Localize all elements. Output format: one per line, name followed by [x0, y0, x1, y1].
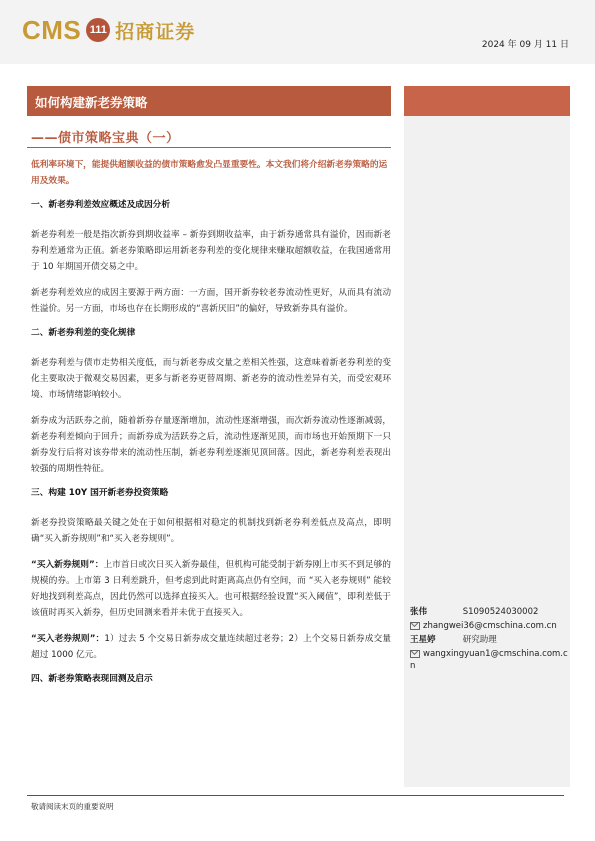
lead-paragraph: 低利率环境下，能提供超额收益的债市策略愈发凸显重要性。本文我们将介绍新老券策略的运用及效果。 — [31, 160, 388, 186]
divider — [27, 147, 391, 148]
section-2-para-2: 新券成为活跃券之前，随着新券存量逐渐增加，流动性逐渐增强，而次新券流动性逐渐减弱，新老券利差倾向于回升；而新券成为活跃券之后，流动性逐渐见顶，而市场也开始预期下一只新券发行后将对该券带来的流动性压制，新老券利差逐渐见顶回落。因此，新老券利差表现出较强的周期性特征。 — [31, 416, 391, 474]
author-2 — [410, 634, 497, 646]
section-3-para-2 — [31, 557, 391, 621]
footer-disclaimer: 敬请阅读末页的重要说明 — [31, 802, 114, 811]
company-logo — [22, 14, 195, 46]
logo-mark-icon: 111 — [86, 18, 110, 42]
logo-chinese-name: 招商证券 — [115, 20, 196, 43]
author-2-email[interactable]: wangxingyuan1@cmschina.com.cn — [410, 649, 568, 671]
author-2-role: 研究助理 — [462, 635, 497, 645]
author-1-id: S1090524030002 — [462, 607, 539, 617]
author-1-name: 张伟 — [410, 607, 428, 617]
report-body — [31, 157, 391, 701]
section-1-para-1: 新老券利差一般是指次新券到期收益率 – 新券到期收益率，由于新券通常具有溢价，因而新老券利差通常为正值。新老券策略即运用新老券利差的变化规律来赚取超额收益，在我国通常用于 10 年期国开债交易之中。 — [31, 230, 391, 272]
author-sidebar — [404, 116, 570, 787]
buy-old-rule-term: “买入老券规则”： — [31, 634, 105, 644]
section-4-heading: 四、新老券策略表现回测及启示 — [31, 674, 153, 684]
mail-icon — [410, 650, 420, 658]
section-3-para-1: 新老券投资策略最关键之处在于如何根据相对稳定的机制找到新老券利差低点及高点，即明确“买入新券规则”和“买入老券规则”。 — [31, 518, 391, 544]
logo-text: CMS — [22, 14, 82, 45]
buy-old-rule-text: 1）过去 5 个交易日新券成交量连续超过老券；2）上个交易日新券成交量超过 1000 亿元。 — [31, 634, 392, 660]
author-1-email-row — [410, 621, 557, 631]
report-subtitle: ——债市策略宝典（一） — [31, 131, 180, 146]
mail-icon — [410, 622, 420, 630]
author-1-email[interactable]: zhangwei36@cmschina.com.cn — [423, 621, 557, 631]
author-2-name: 王星婷 — [410, 635, 436, 645]
section-2-para-1: 新老券利差与债市走势相关度低，而与新老券成交量之差相关性强，这意味着新老券利差的变化主要取决于微观交易因素，更多与新老券更替周期、新老券的流动性差异有关，而受宏观环境、市场情绪影响较小。 — [31, 358, 391, 400]
section-3-heading: 三、构建 10Y 国开新老券投资策略 — [31, 488, 169, 498]
title-bar-right — [404, 86, 570, 116]
report-title: 如何构建新老券策略 — [35, 95, 148, 110]
report-date: 2024 年 09 月 11 日 — [481, 40, 569, 50]
author-1 — [410, 606, 538, 618]
buy-new-rule-text: 上市首日或次日买入新券最佳，但机构可能受制于新券刚上市买不到足够的规模的券。上市第 3 日利差跳升，但考虑到此时距离高点仍有空间，而 “买入老券规则” 能较好地找到利差高点，因此仍然可以选择直接买入。也可根据经验设置“买入阈值”，即利差低于该值时再买入新券，但历史回测来看并未优于直接买入。 — [31, 560, 391, 618]
section-3-para-3 — [31, 631, 391, 663]
section-2-heading: 二、新老券利差的变化规律 — [31, 328, 136, 338]
section-1-para-2: 新老券利差效应的成因主要源于两方面：一方面，国开新券较老券流动性更好，从而具有流动性溢价。另一方面，市场也存在长期形成的“喜新厌旧”的偏好，导致新券具有溢价。 — [31, 288, 391, 314]
footer-divider — [27, 795, 564, 796]
buy-new-rule-term: “买入新券规则”： — [31, 560, 104, 570]
author-2-email-row — [410, 648, 568, 672]
section-1-heading: 一、新老券利差效应概述及成因分析 — [31, 200, 170, 210]
